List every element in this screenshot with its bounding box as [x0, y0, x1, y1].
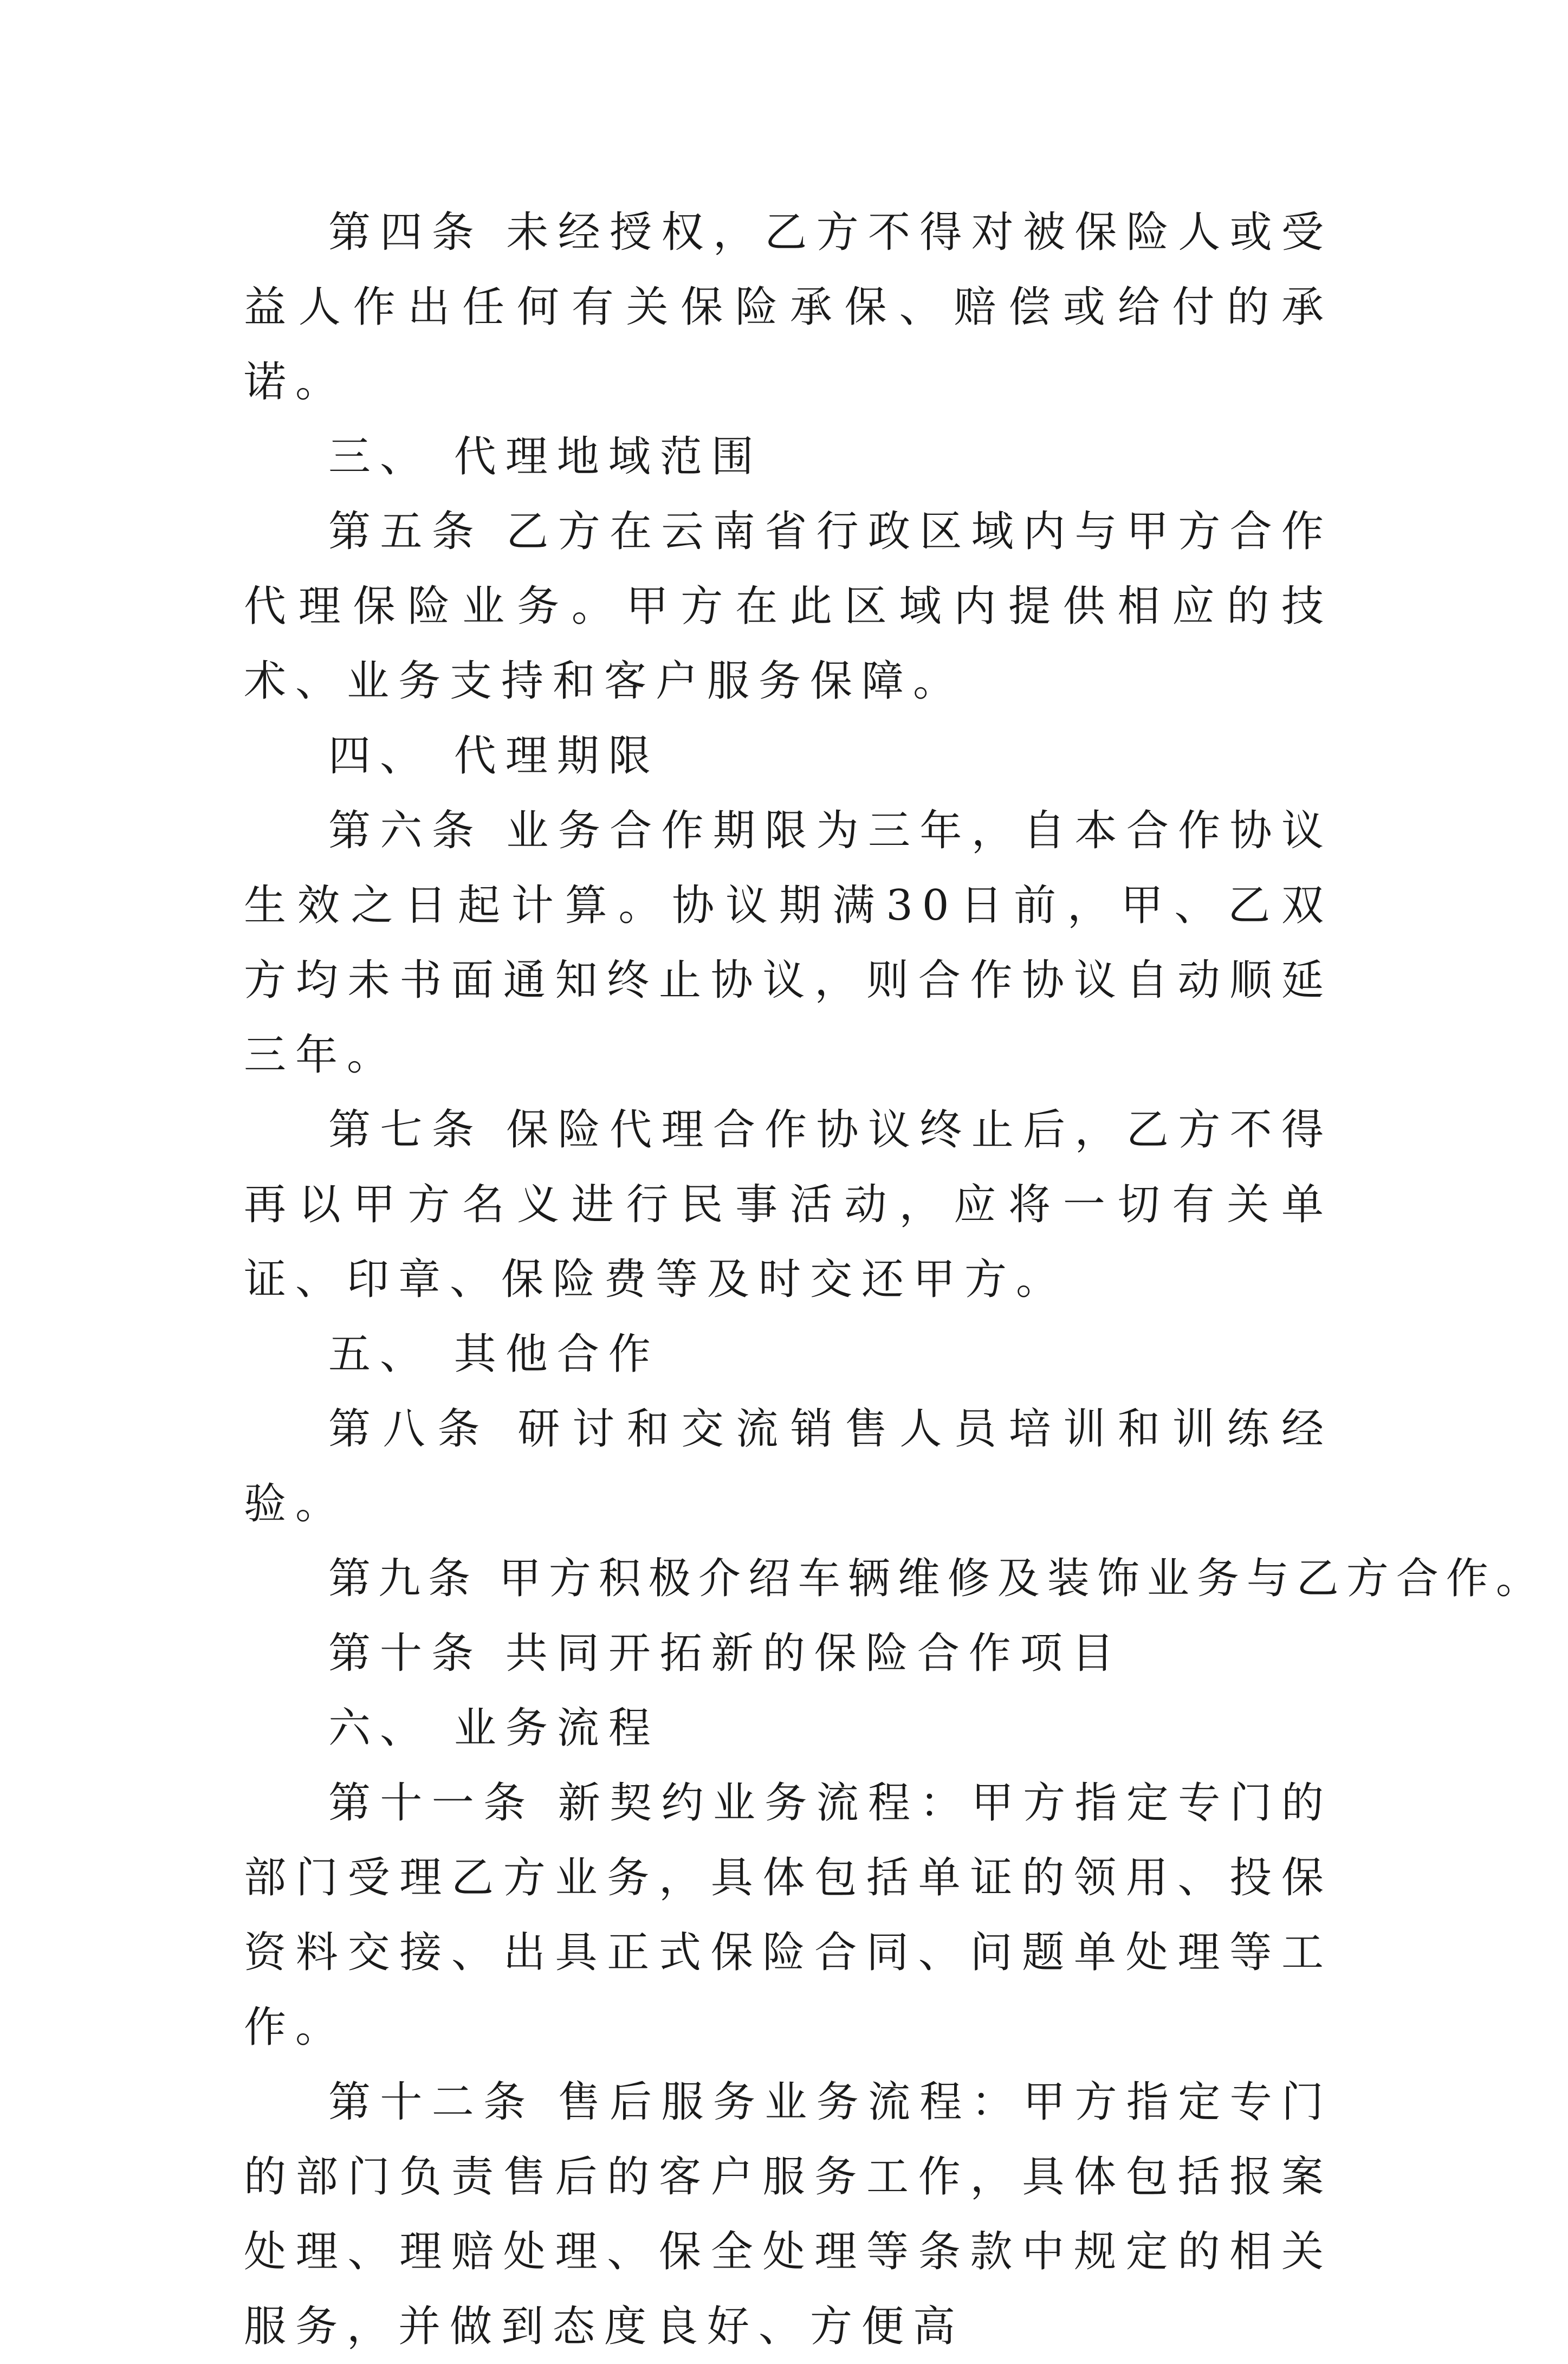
- article-11: 第十一条 新契约业务流程：甲方指定专门的部门受理乙方业务，具体包括单证的领用、投保资料交接、出具正式保险合同、问题单处理等工作。: [244, 1779, 1333, 2052]
- article-6: 第六条 业务合作期限为三年，自本合作协议生效之日起计算。协议期满30日前，甲、乙双方均未书面通知终止协议，则合作协议自动顺延三年。: [244, 806, 1333, 1080]
- section-heading-4: 四、 代理期限: [328, 732, 660, 780]
- section-heading-5: 五、 其他合作: [328, 1330, 660, 1379]
- section-heading-6: 六、 业务流程: [328, 1704, 660, 1753]
- article-10: 第十条 共同开拓新的保险合作项目: [328, 1629, 1123, 1678]
- article-12: 第十二条 售后服务业务流程：甲方指定专门的部门负责售后的客户服务工作，具体包括报案处理、理赔处理、保全处理等条款中规定的相关服务，并做到态度良好、方便高: [244, 2078, 1333, 2351]
- document-body: [244, 195, 1546, 2364]
- article-9: 第九条 甲方积极介绍车辆维修及装饰业务与乙方合作。: [328, 1554, 1546, 1603]
- article-5: 第五条 乙方在云南省行政区域内与甲方合作代理保险业务。甲方在此区域内提供相应的技术、业务支持和客户服务保障。: [244, 507, 1333, 706]
- article-4: 第四条 未经授权，乙方不得对被保险人或受益人作出任何有关保险承保、赔偿或给付的承诺。: [244, 208, 1333, 406]
- section-heading-3: 三、 代理地域范围: [328, 432, 763, 481]
- article-7: 第七条 保险代理合作协议终止后，乙方不得再以甲方名义进行民事活动，应将一切有关单证、印章、保险费等及时交还甲方。: [244, 1106, 1333, 1304]
- article-8: 第八条 研讨和交流销售人员培训和训练经验。: [244, 1405, 1333, 1528]
